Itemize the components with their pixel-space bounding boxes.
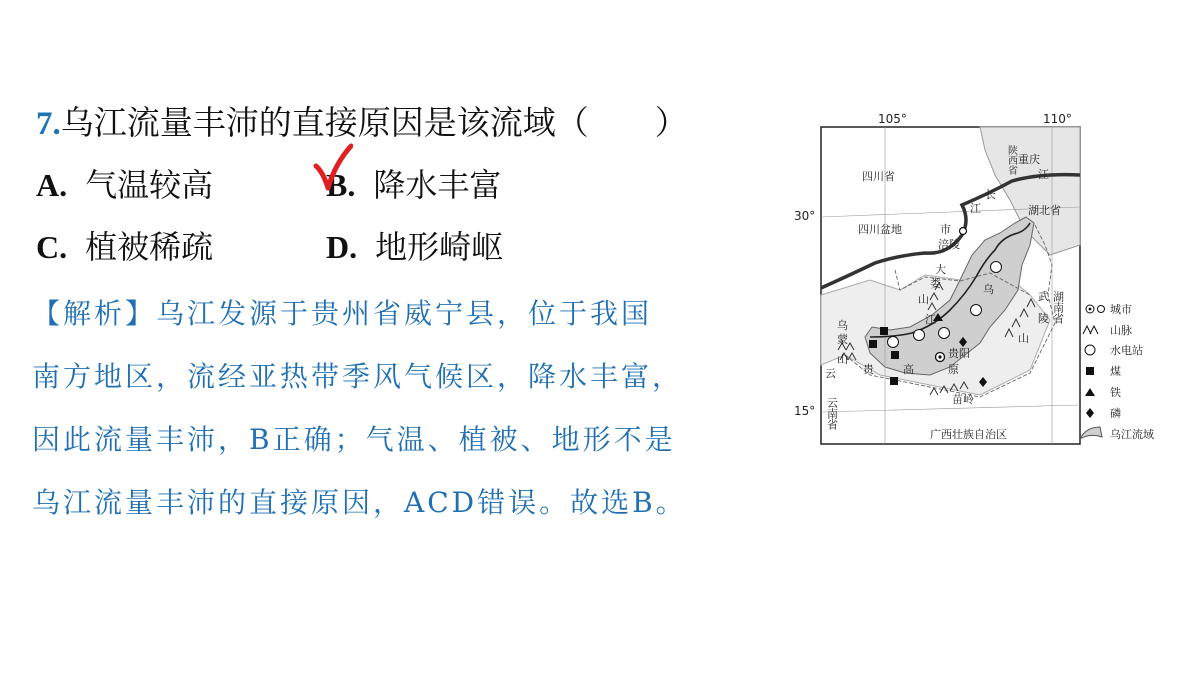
option-text: 气温较高 — [85, 166, 214, 204]
option-letter: A. — [36, 167, 68, 203]
legend-label: 山脉 — [1110, 324, 1132, 337]
place-label: 涪陵 — [938, 238, 960, 251]
coal-icon — [869, 340, 877, 348]
legend-label: 磷 — [1110, 407, 1121, 420]
place-label: 贵 — [863, 363, 874, 376]
hydropower-icon — [939, 328, 950, 339]
option-c[interactable] — [36, 222, 213, 268]
checkmark-icon — [313, 142, 353, 194]
place-label: 苗岭 — [952, 393, 974, 406]
question-text: 乌江流量丰沛的直接原因是该流域（ ） — [60, 103, 688, 142]
question-number: 7. — [36, 106, 61, 142]
coal-icon — [890, 377, 898, 385]
option-letter: C. — [36, 229, 68, 265]
lon-label: 105° — [878, 112, 907, 126]
hydropower-icon — [971, 305, 982, 316]
option-a[interactable] — [36, 160, 213, 206]
analysis-line: 乌江流量丰沛的直接原因，ACD错误。故选B。 — [32, 486, 687, 519]
place-label: 山 — [918, 293, 929, 306]
analysis-block — [32, 282, 772, 534]
mountain-icon — [1083, 326, 1098, 334]
legend-label: 煤 — [1110, 365, 1121, 378]
legend-label: 乌江流域 — [1110, 428, 1154, 441]
lon-label: 110° — [1043, 112, 1072, 126]
place-label: 江 — [925, 313, 936, 326]
place-label: 陵 — [1038, 312, 1049, 325]
place-label: 湖北省 — [1028, 204, 1061, 217]
option-text: 降水丰富 — [373, 166, 502, 204]
hydropower-icon — [914, 330, 925, 341]
hydropower-icon — [888, 337, 899, 348]
option-letter: D. — [326, 229, 358, 265]
analysis-line: 南方地区，流经亚热带季风气候区，降水丰富， — [32, 360, 684, 393]
place-label: 山 — [1018, 332, 1029, 345]
place-label: 高 — [903, 363, 914, 376]
wujiang-basin-map — [790, 105, 1180, 450]
place-label: 云南省 — [825, 397, 839, 430]
legend-label: 水电站 — [1110, 344, 1143, 357]
place-label: 武 — [1038, 290, 1049, 303]
place-label: 贵阳 — [948, 347, 970, 360]
legend-label: 城市 — [1110, 303, 1132, 316]
place-label: 娄 — [930, 277, 941, 290]
place-label: 四川盆地 — [858, 223, 902, 236]
option-letter: B. — [326, 167, 356, 203]
place-label: 原 — [948, 363, 959, 376]
place-label: 江 — [1038, 168, 1049, 181]
place-label: 江 — [970, 202, 981, 215]
city-icon — [960, 228, 967, 235]
place-label: 四川省 — [862, 170, 895, 183]
place-label: 云 — [825, 367, 836, 380]
place-label: 湖南省 — [1051, 291, 1065, 324]
place-label: 乌 — [983, 283, 994, 296]
phosphorus-icon — [1086, 408, 1094, 418]
option-text: 地形崎岖 — [375, 228, 504, 266]
place-label: 市 — [940, 223, 951, 236]
place-label: 长 — [985, 188, 996, 201]
place-label: 重庆 — [1018, 153, 1040, 166]
analysis-line: 因此流量丰沛，B正确；气温、植被、地形不是 — [32, 423, 676, 456]
option-text: 植被稀疏 — [85, 228, 214, 266]
legend-label: 铁 — [1110, 386, 1121, 399]
coal-icon — [891, 351, 899, 359]
place-label: 乌 — [837, 319, 848, 332]
hydropower-icon — [1085, 345, 1095, 355]
question-stem — [36, 97, 688, 144]
map-legend — [1080, 303, 1154, 441]
option-d[interactable] — [326, 222, 503, 268]
lat-label: 30° — [794, 209, 816, 223]
basin-icon — [1080, 427, 1102, 439]
place-label: 大 — [935, 263, 946, 276]
analysis-line: 【解析】乌江发源于贵州省威宁县，位于我国 — [32, 297, 653, 330]
coal-icon — [1086, 367, 1094, 375]
iron-icon — [1085, 388, 1095, 396]
place-label: 广西壮族自治区 — [930, 428, 1007, 441]
hydropower-icon — [991, 262, 1002, 273]
lat-label: 15° — [794, 404, 816, 418]
place-label: 山 — [837, 353, 848, 366]
coal-icon — [880, 327, 888, 335]
place-label: 蒙 — [837, 333, 848, 346]
place-label: 陕西省 — [1005, 145, 1017, 175]
